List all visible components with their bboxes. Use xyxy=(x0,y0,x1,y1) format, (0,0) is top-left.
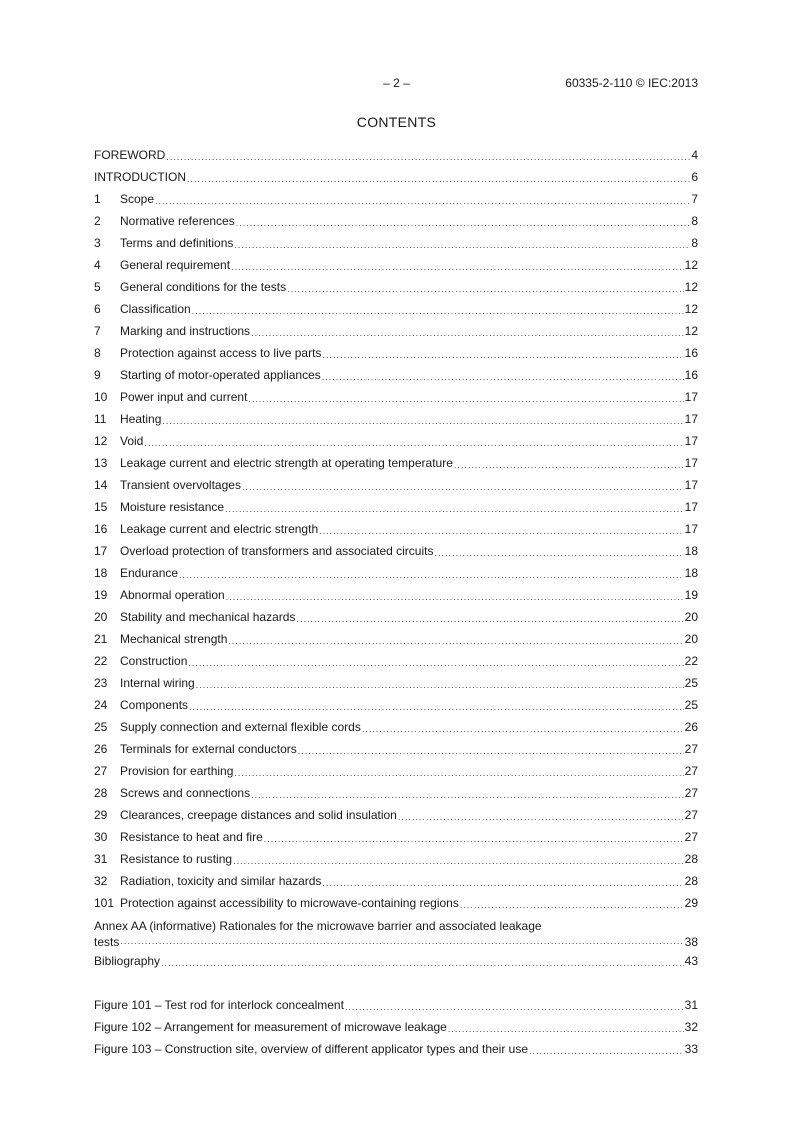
toc-entry-clause[interactable] xyxy=(94,430,698,452)
toc-page-number: 18 xyxy=(684,544,698,558)
dot-leader xyxy=(155,192,690,210)
dot-leader xyxy=(251,786,684,804)
dot-leader xyxy=(454,456,684,474)
dot-leader xyxy=(166,148,690,166)
toc-entry-title: Screws and connections xyxy=(120,786,251,800)
toc-entry-title: Overload protection of transformers and associated circuits xyxy=(120,544,434,558)
toc-entry-title: FOREWORD xyxy=(94,148,166,162)
toc-page-number: 43 xyxy=(684,954,698,968)
toc-clause-number: 7 xyxy=(94,324,101,338)
table-of-contents xyxy=(94,144,698,1060)
toc-page-number: 8 xyxy=(691,236,698,250)
toc-clause-number: 101 xyxy=(94,896,115,910)
dot-leader xyxy=(529,1042,684,1060)
toc-entry-title: Scope xyxy=(120,192,155,206)
toc-entry-clause[interactable] xyxy=(94,298,698,320)
toc-page-number: 32 xyxy=(684,1020,698,1034)
toc-clause-number: 28 xyxy=(94,786,108,800)
toc-entry-figure[interactable] xyxy=(94,1038,698,1060)
toc-clause-number: 8 xyxy=(94,346,101,360)
toc-clause-number: 17 xyxy=(94,544,108,558)
dot-leader xyxy=(448,1020,684,1038)
toc-page-number: 38 xyxy=(684,935,698,949)
toc-entry-title: Classification xyxy=(120,302,191,316)
page-header xyxy=(0,76,793,92)
toc-entry-clause[interactable] xyxy=(94,738,698,760)
toc-entry-title: Marking and instructions xyxy=(120,324,251,338)
dot-leader xyxy=(228,632,683,650)
dot-leader xyxy=(322,368,684,386)
toc-entry-clause[interactable] xyxy=(94,540,698,562)
toc-page-number: 18 xyxy=(684,566,698,580)
section-spacer xyxy=(94,972,698,994)
toc-page-number: 17 xyxy=(684,522,698,536)
toc-entry-title: Transient overvoltages xyxy=(120,478,241,492)
contents-title: CONTENTS xyxy=(356,114,437,130)
dot-leader xyxy=(398,808,684,826)
toc-page-number: 16 xyxy=(684,346,698,360)
toc-entry-title: Figure 103 – Construction site, overview of different applicator types and their use xyxy=(94,1042,529,1056)
toc-entry-title: Clearances, creepage distances and solid insulation xyxy=(120,808,397,822)
toc-entry-title: Bibliography xyxy=(94,954,161,968)
toc-entry-title: Abnormal operation xyxy=(120,588,225,602)
dot-leader xyxy=(322,874,683,892)
toc-entry-title: Provision for earthing xyxy=(120,764,234,778)
toc-entry-title: Endurance xyxy=(120,566,179,580)
toc-entry-clause[interactable] xyxy=(94,232,698,254)
toc-page-number: 28 xyxy=(684,874,698,888)
toc-clause-number: 29 xyxy=(94,808,108,822)
toc-entry-clause[interactable] xyxy=(94,650,698,672)
toc-entry-clause[interactable] xyxy=(94,848,698,870)
document-reference: 60335-2-110 © IEC:2013 xyxy=(565,76,698,90)
dot-leader xyxy=(161,954,684,972)
toc-page-number: 29 xyxy=(684,896,698,910)
dot-leader xyxy=(345,998,684,1016)
toc-clause-number: 16 xyxy=(94,522,108,536)
toc-entry-title-continued: tests xyxy=(94,935,120,949)
toc-clause-number: 30 xyxy=(94,830,108,844)
toc-clause-number: 5 xyxy=(94,280,101,294)
toc-clause-number: 31 xyxy=(94,852,108,866)
toc-entry-clause[interactable] xyxy=(94,760,698,782)
toc-page-number: 17 xyxy=(684,390,698,404)
toc-entry-title: Power input and current xyxy=(120,390,248,404)
toc-entry-bibliography[interactable] xyxy=(94,950,698,972)
toc-entry-title: Leakage current and electric strength at operating temperature xyxy=(120,456,453,470)
dot-leader xyxy=(179,566,684,584)
toc-page-number: 17 xyxy=(684,434,698,448)
toc-entry-title: Stability and mechanical hazards xyxy=(120,610,296,624)
toc-clause-number: 27 xyxy=(94,764,108,778)
toc-page-number: 26 xyxy=(684,720,698,734)
toc-entry-title: Moisture resistance xyxy=(120,500,225,514)
toc-entry-clause[interactable] xyxy=(94,474,698,496)
toc-entry-title: Starting of motor-operated appliances xyxy=(120,368,321,382)
toc-entry-clause[interactable] xyxy=(94,562,698,584)
toc-entry-clause[interactable] xyxy=(94,408,698,430)
toc-entry-title: Internal wiring xyxy=(120,676,195,690)
toc-clause-number: 24 xyxy=(94,698,108,712)
dot-leader xyxy=(298,742,684,760)
toc-clause-number: 22 xyxy=(94,654,108,668)
toc-entry-clause[interactable] xyxy=(94,804,698,826)
toc-entry-title: Leakage current and electric strength xyxy=(120,522,319,536)
dot-leader xyxy=(296,610,683,628)
toc-entry-clause[interactable] xyxy=(94,606,698,628)
dot-leader xyxy=(225,500,684,518)
toc-page-number: 27 xyxy=(684,808,698,822)
toc-entry-clause[interactable] xyxy=(94,364,698,386)
toc-page-number: 17 xyxy=(684,478,698,492)
toc-entry-title: Construction xyxy=(120,654,188,668)
toc-page-number: 17 xyxy=(684,500,698,514)
dot-leader xyxy=(242,478,684,496)
toc-page-number: 27 xyxy=(684,830,698,844)
dot-leader xyxy=(188,654,683,672)
toc-page-number: 16 xyxy=(684,368,698,382)
dot-leader xyxy=(144,434,683,452)
toc-entry-annex-aa[interactable] xyxy=(94,918,698,950)
toc-page-number: 4 xyxy=(691,148,698,162)
toc-clause-number: 26 xyxy=(94,742,108,756)
toc-clause-number: 15 xyxy=(94,500,108,514)
toc-entry-title: Protection against access to live parts xyxy=(120,346,322,360)
toc-clause-number: 11 xyxy=(94,412,107,426)
toc-page-number: 12 xyxy=(684,258,698,272)
toc-clause-number: 32 xyxy=(94,874,108,888)
toc-page-number: 12 xyxy=(684,280,698,294)
dot-leader xyxy=(264,830,684,848)
toc-entry-clause[interactable] xyxy=(94,716,698,738)
toc-entry-clause[interactable] xyxy=(94,694,698,716)
dot-leader xyxy=(248,390,683,408)
dot-leader xyxy=(233,852,684,870)
toc-page-number: 12 xyxy=(684,324,698,338)
toc-entry-foreword[interactable] xyxy=(94,144,698,166)
toc-page-number: 22 xyxy=(684,654,698,668)
page-number: – 2 – xyxy=(383,76,410,90)
toc-entry-title: Resistance to heat and fire xyxy=(120,830,263,844)
dot-leader xyxy=(234,236,690,254)
toc-entry-title: Components xyxy=(120,698,189,712)
toc-clause-number: 20 xyxy=(94,610,108,624)
toc-page-number: 19 xyxy=(684,588,698,602)
toc-clause-number: 14 xyxy=(94,478,108,492)
toc-entry-title: General requirement xyxy=(120,258,231,272)
toc-page-number: 17 xyxy=(684,456,698,470)
toc-entry-title: Resistance to rusting xyxy=(120,852,233,866)
toc-entry-title: Normative references xyxy=(120,214,235,228)
toc-clause-list xyxy=(94,188,698,914)
dot-leader xyxy=(322,346,683,364)
toc-clause-number: 3 xyxy=(94,236,101,250)
toc-entry-clause[interactable] xyxy=(94,386,698,408)
dot-leader xyxy=(231,258,684,276)
dot-leader xyxy=(460,896,684,914)
toc-clause-number: 10 xyxy=(94,390,108,404)
toc-page-number: 28 xyxy=(684,852,698,866)
toc-page-number: 27 xyxy=(684,764,698,778)
dot-leader xyxy=(187,170,690,188)
toc-page-number: 20 xyxy=(684,632,698,646)
toc-clause-number: 18 xyxy=(94,566,108,580)
toc-clause-number: 25 xyxy=(94,720,108,734)
toc-clause-number: 9 xyxy=(94,368,101,382)
toc-entry-clause[interactable] xyxy=(94,254,698,276)
toc-entry-title: Terms and definitions xyxy=(120,236,234,250)
dot-leader xyxy=(234,764,683,782)
toc-entry-title: Annex AA (informative) Rationales for the microwave barrier and associated leakage xyxy=(94,919,542,933)
toc-entry-clause[interactable] xyxy=(94,518,698,540)
toc-entry-clause[interactable] xyxy=(94,826,698,848)
toc-entry-clause[interactable] xyxy=(94,892,698,914)
dot-leader xyxy=(162,412,683,430)
toc-entry-title: Protection against accessibility to microwave-containing regions xyxy=(120,896,459,910)
toc-clause-number: 23 xyxy=(94,676,108,690)
toc-clause-number: 19 xyxy=(94,588,108,602)
dot-leader xyxy=(226,588,684,606)
toc-entry-title: Heating xyxy=(120,412,162,426)
toc-entry-title: Void xyxy=(120,434,144,448)
dot-leader xyxy=(434,544,683,562)
toc-entry-clause[interactable] xyxy=(94,320,698,342)
dot-leader xyxy=(192,302,684,320)
toc-entry-title: Terminals for external conductors xyxy=(120,742,297,756)
dot-leader xyxy=(189,698,684,716)
toc-page-number: 7 xyxy=(691,192,698,206)
toc-entry-clause[interactable] xyxy=(94,584,698,606)
toc-entry-clause[interactable] xyxy=(94,782,698,804)
toc-page-number: 12 xyxy=(684,302,698,316)
toc-clause-number: 4 xyxy=(94,258,101,272)
toc-page-number: 27 xyxy=(684,742,698,756)
dot-leader xyxy=(236,214,691,232)
dot-leader xyxy=(319,522,684,540)
toc-page-number: 27 xyxy=(684,786,698,800)
toc-entry-figure[interactable] xyxy=(94,994,698,1016)
toc-page-number: 6 xyxy=(691,170,698,184)
toc-entry-clause[interactable] xyxy=(94,210,698,232)
toc-page-number: 20 xyxy=(684,610,698,624)
toc-entry-title: Mechanical strength xyxy=(120,632,228,646)
toc-page-number: 17 xyxy=(684,412,698,426)
toc-entry-figure[interactable] xyxy=(94,1016,698,1038)
toc-entry-title: INTRODUCTION xyxy=(94,170,186,184)
toc-entry-title: Figure 101 – Test rod for interlock concealment xyxy=(94,998,344,1012)
toc-clause-number: 6 xyxy=(94,302,101,316)
toc-clause-number: 12 xyxy=(94,434,108,448)
dot-leader xyxy=(362,720,684,738)
dot-leader xyxy=(196,676,684,694)
toc-entry-clause[interactable] xyxy=(94,496,698,518)
toc-page-number: 31 xyxy=(684,998,698,1012)
dot-leader xyxy=(120,932,683,950)
toc-clause-number: 21 xyxy=(94,632,108,646)
dot-leader xyxy=(251,324,684,342)
toc-page-number: 8 xyxy=(691,214,698,228)
toc-entry-title: Figure 102 – Arrangement for measurement of microwave leakage xyxy=(94,1020,447,1034)
toc-page-number: 25 xyxy=(684,698,698,712)
toc-figure-list xyxy=(94,994,698,1060)
toc-entry-clause[interactable] xyxy=(94,452,698,474)
toc-page-number: 25 xyxy=(684,676,698,690)
dot-leader xyxy=(287,280,684,298)
toc-entry-clause[interactable] xyxy=(94,672,698,694)
toc-page-number: 33 xyxy=(684,1042,698,1056)
toc-clause-number: 2 xyxy=(94,214,101,228)
toc-entry-clause[interactable] xyxy=(94,628,698,650)
toc-clause-number: 13 xyxy=(94,456,108,470)
toc-entry-title: Supply connection and external flexible cords xyxy=(120,720,361,734)
toc-entry-clause[interactable] xyxy=(94,188,698,210)
toc-entry-introduction[interactable] xyxy=(94,166,698,188)
toc-entry-title: Radiation, toxicity and similar hazards xyxy=(120,874,322,888)
toc-entry-clause[interactable] xyxy=(94,870,698,892)
toc-entry-title: General conditions for the tests xyxy=(120,280,287,294)
toc-entry-clause[interactable] xyxy=(94,276,698,298)
toc-clause-number: 1 xyxy=(94,192,101,206)
toc-entry-clause[interactable] xyxy=(94,342,698,364)
